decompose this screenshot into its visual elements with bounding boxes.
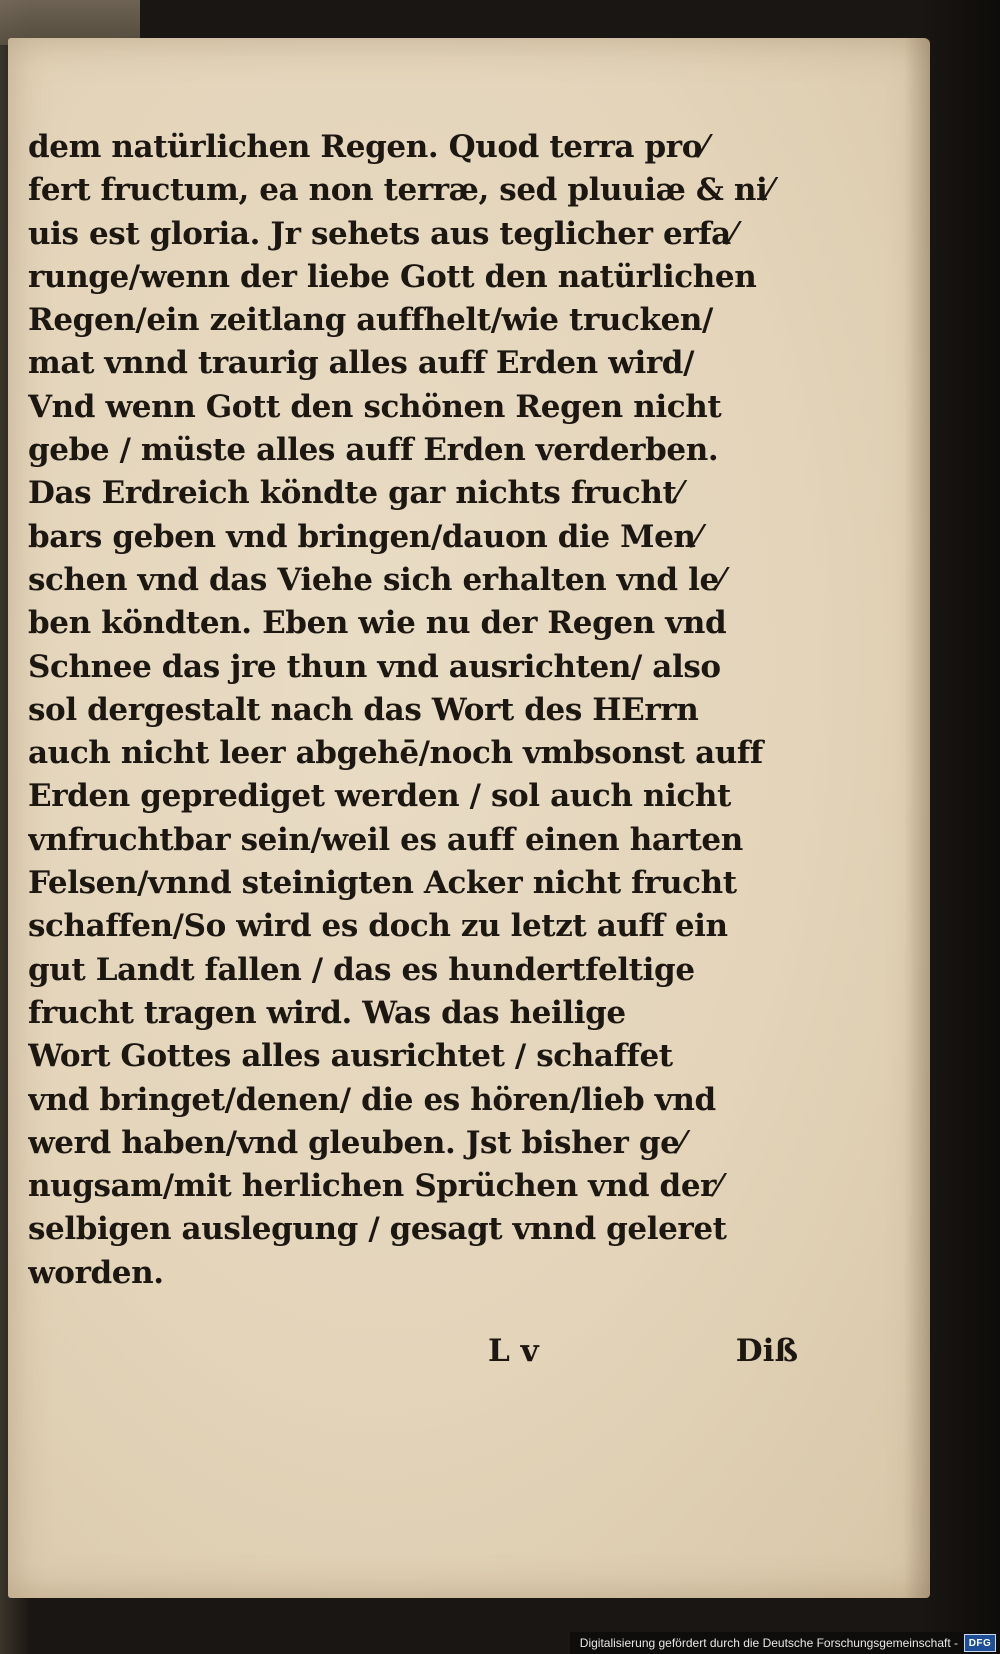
text-line: schen vnd das Viehe sich erhalten vnd le⁄ xyxy=(28,561,724,598)
text-line: schaffen/So wird es doch zu letzt auff ein xyxy=(28,908,728,945)
text-line: fert fructum, ea non terræ, sed pluuiæ & ni⁄ xyxy=(28,172,773,209)
signature-mark: L v xyxy=(488,1333,539,1369)
text-line: runge/wenn der liebe Gott den natürlichen xyxy=(28,258,757,295)
digitization-credit xyxy=(570,1632,1000,1654)
text-line: frucht tragen wird. Was das heilige xyxy=(28,994,626,1031)
text-line: Schnee das jre thun vnd ausrichten/ also xyxy=(28,648,721,685)
text-line: uis est gloria. Jr sehets aus teglicher erfa⁄ xyxy=(28,215,736,252)
text-line: Wort Gottes alles ausrichtet / schaffet xyxy=(28,1038,673,1075)
text-line: gut Landt fallen / das es hundertfeltige xyxy=(28,951,695,988)
book-page xyxy=(8,38,930,1598)
text-line: nugsam/mit herlichen Sprüchen vnd der⁄ xyxy=(28,1168,721,1205)
text-line: bars geben vnd bringen/dauon die Men⁄ xyxy=(28,518,701,555)
text-line: selbigen auslegung / gesagt vnnd geleret xyxy=(28,1211,727,1248)
text-line: dem natürlichen Regen. Quod terra pro⁄ xyxy=(28,129,707,165)
text-line: Felsen/vnnd steinigten Acker nicht frucht xyxy=(28,865,737,902)
text-line: mat vnnd traurig alles auff Erden wird/ xyxy=(28,345,694,382)
page-footer xyxy=(28,1328,798,1374)
text-line: Vnd wenn Gott den schönen Regen nicht xyxy=(28,388,722,425)
text-line: sol dergestalt nach das Wort des HErrn xyxy=(28,691,699,728)
text-line: Das Erdreich köndte gar nichts frucht⁄ xyxy=(28,475,682,512)
text-line: vnfruchtbar sein/weil es auff einen harten xyxy=(28,821,743,858)
text-line: vnd bringet/denen/ die es hören/lieb vnd xyxy=(28,1081,716,1118)
credit-text: Digitalisierung gefördert durch die Deutsche Forschungsgemeinschaft - xyxy=(579,1636,958,1650)
text-line: Erden geprediget werden / sol auch nicht xyxy=(28,778,731,815)
text-line: auch nicht leer abgehē/noch vmbsonst auff xyxy=(28,735,763,772)
text-line: gebe / müste alles auff Erden verderben. xyxy=(28,432,719,469)
text-line: ben köndten. Eben wie nu der Regen vnd xyxy=(28,605,727,642)
page-text-block xyxy=(28,126,798,1295)
text-line: werd haben/vnd gleuben. Jst bisher ge⁄ xyxy=(28,1124,685,1161)
catchword: Diß xyxy=(735,1333,798,1369)
text-line: Regen/ein zeitlang auffhelt/wie trucken/ xyxy=(28,302,713,339)
dfg-logo-icon: DFG xyxy=(964,1634,996,1652)
text-line: worden. xyxy=(28,1254,164,1291)
